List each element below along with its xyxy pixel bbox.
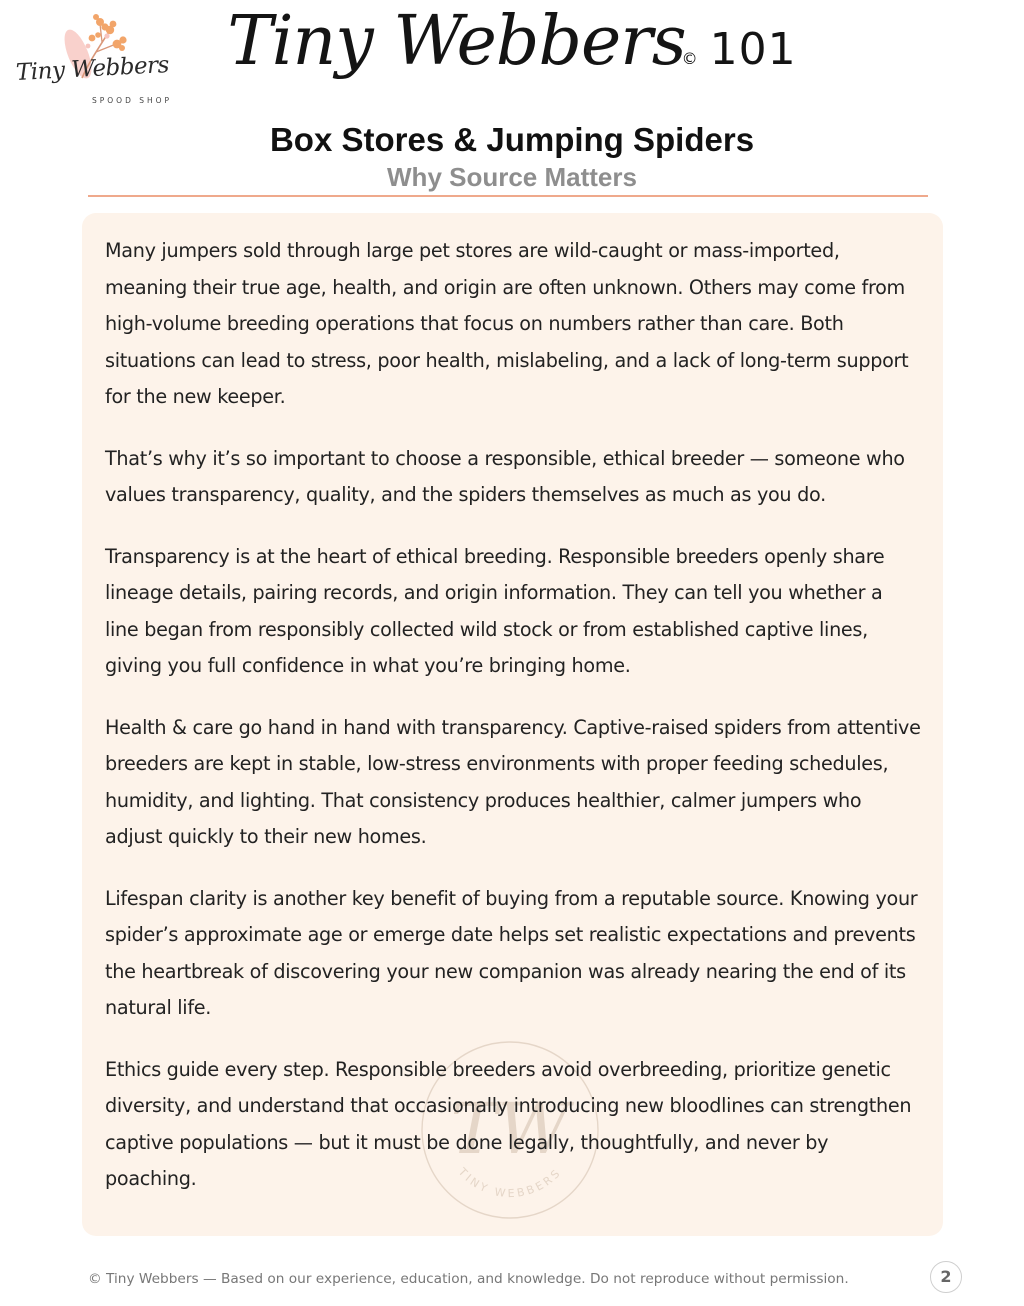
footer-copyright: © Tiny Webbers — Based on our experience, education, and knowledge. Do not reproduce without permission. — [88, 1271, 849, 1287]
watermark-monogram: TW — [450, 1088, 570, 1170]
paragraph-ethical-breeder: That’s why it’s so important to choose a responsible, ethical breeder — someone who values transparency, quality, and the spiders themselves as much as you do. — [105, 446, 905, 506]
page-subtitle: Box Stores & Jumping Spiders — [269, 121, 755, 158]
logo-subtitle: SPOOD SHOP — [92, 96, 173, 105]
page-number-badge: 2 — [930, 1261, 962, 1293]
watermark-text: TINY WEBBERS — [455, 1165, 565, 1201]
page-tagline: Why Source Matters — [387, 162, 637, 192]
paragraph-transparency: Transparency is at the heart of ethical breeding. Responsible breeders openly share lineage details, pairing records, and origin information. They can tell you whether a line began from responsibly collected wild stock or from established captive lines, giving you full confidence in what you’re bringing home. — [105, 544, 885, 677]
title-number: 101 — [709, 24, 797, 75]
paragraph-lifespan: Lifespan clarity is another key benefit of buying from a reputable source. Knowing your spider’s approximate age or emerge date helps set realistic expectations and prevents the heartbreak of discovering your new companion was already nearing the end of its natural life. — [105, 886, 918, 1019]
paragraph-health-care: Health & care go hand in hand with transparency. Captive-raised spiders from attentive breeders are kept in stable, low-stress environments with proper feeding schedules, humidity, and lighting. That consistency produces healthier, calmer jumpers who adjust quickly to their new homes. — [105, 715, 921, 848]
paragraph-ethics: Ethics guide every step. Responsible breeders avoid overbreeding, prioritize genetic diversity, and understand that occasionally introducing new bloodlines can strengthen captive populations — but it must be done legally, thoughtfully, and never by poaching. — [105, 1057, 912, 1190]
page-title — [0, 2, 1024, 81]
logo-wordmark: Tiny Webbers — [15, 52, 170, 86]
article-body — [82, 213, 943, 1198]
content-panel — [82, 213, 943, 1236]
title-script: Tiny Webbers — [227, 2, 686, 81]
header-divider — [88, 195, 928, 197]
title-copyright-mark: © — [681, 49, 698, 68]
paragraph-box-stores: Many jumpers sold through large pet stores are wild-caught or mass-imported, meaning their true age, health, and origin are often unknown. Others may come from high-volume breeding operations that focus on numbers rather than care. Both situations can lead to stress, poor health, mislabeling, and a lack of long-term support for the new keeper. — [105, 239, 909, 408]
